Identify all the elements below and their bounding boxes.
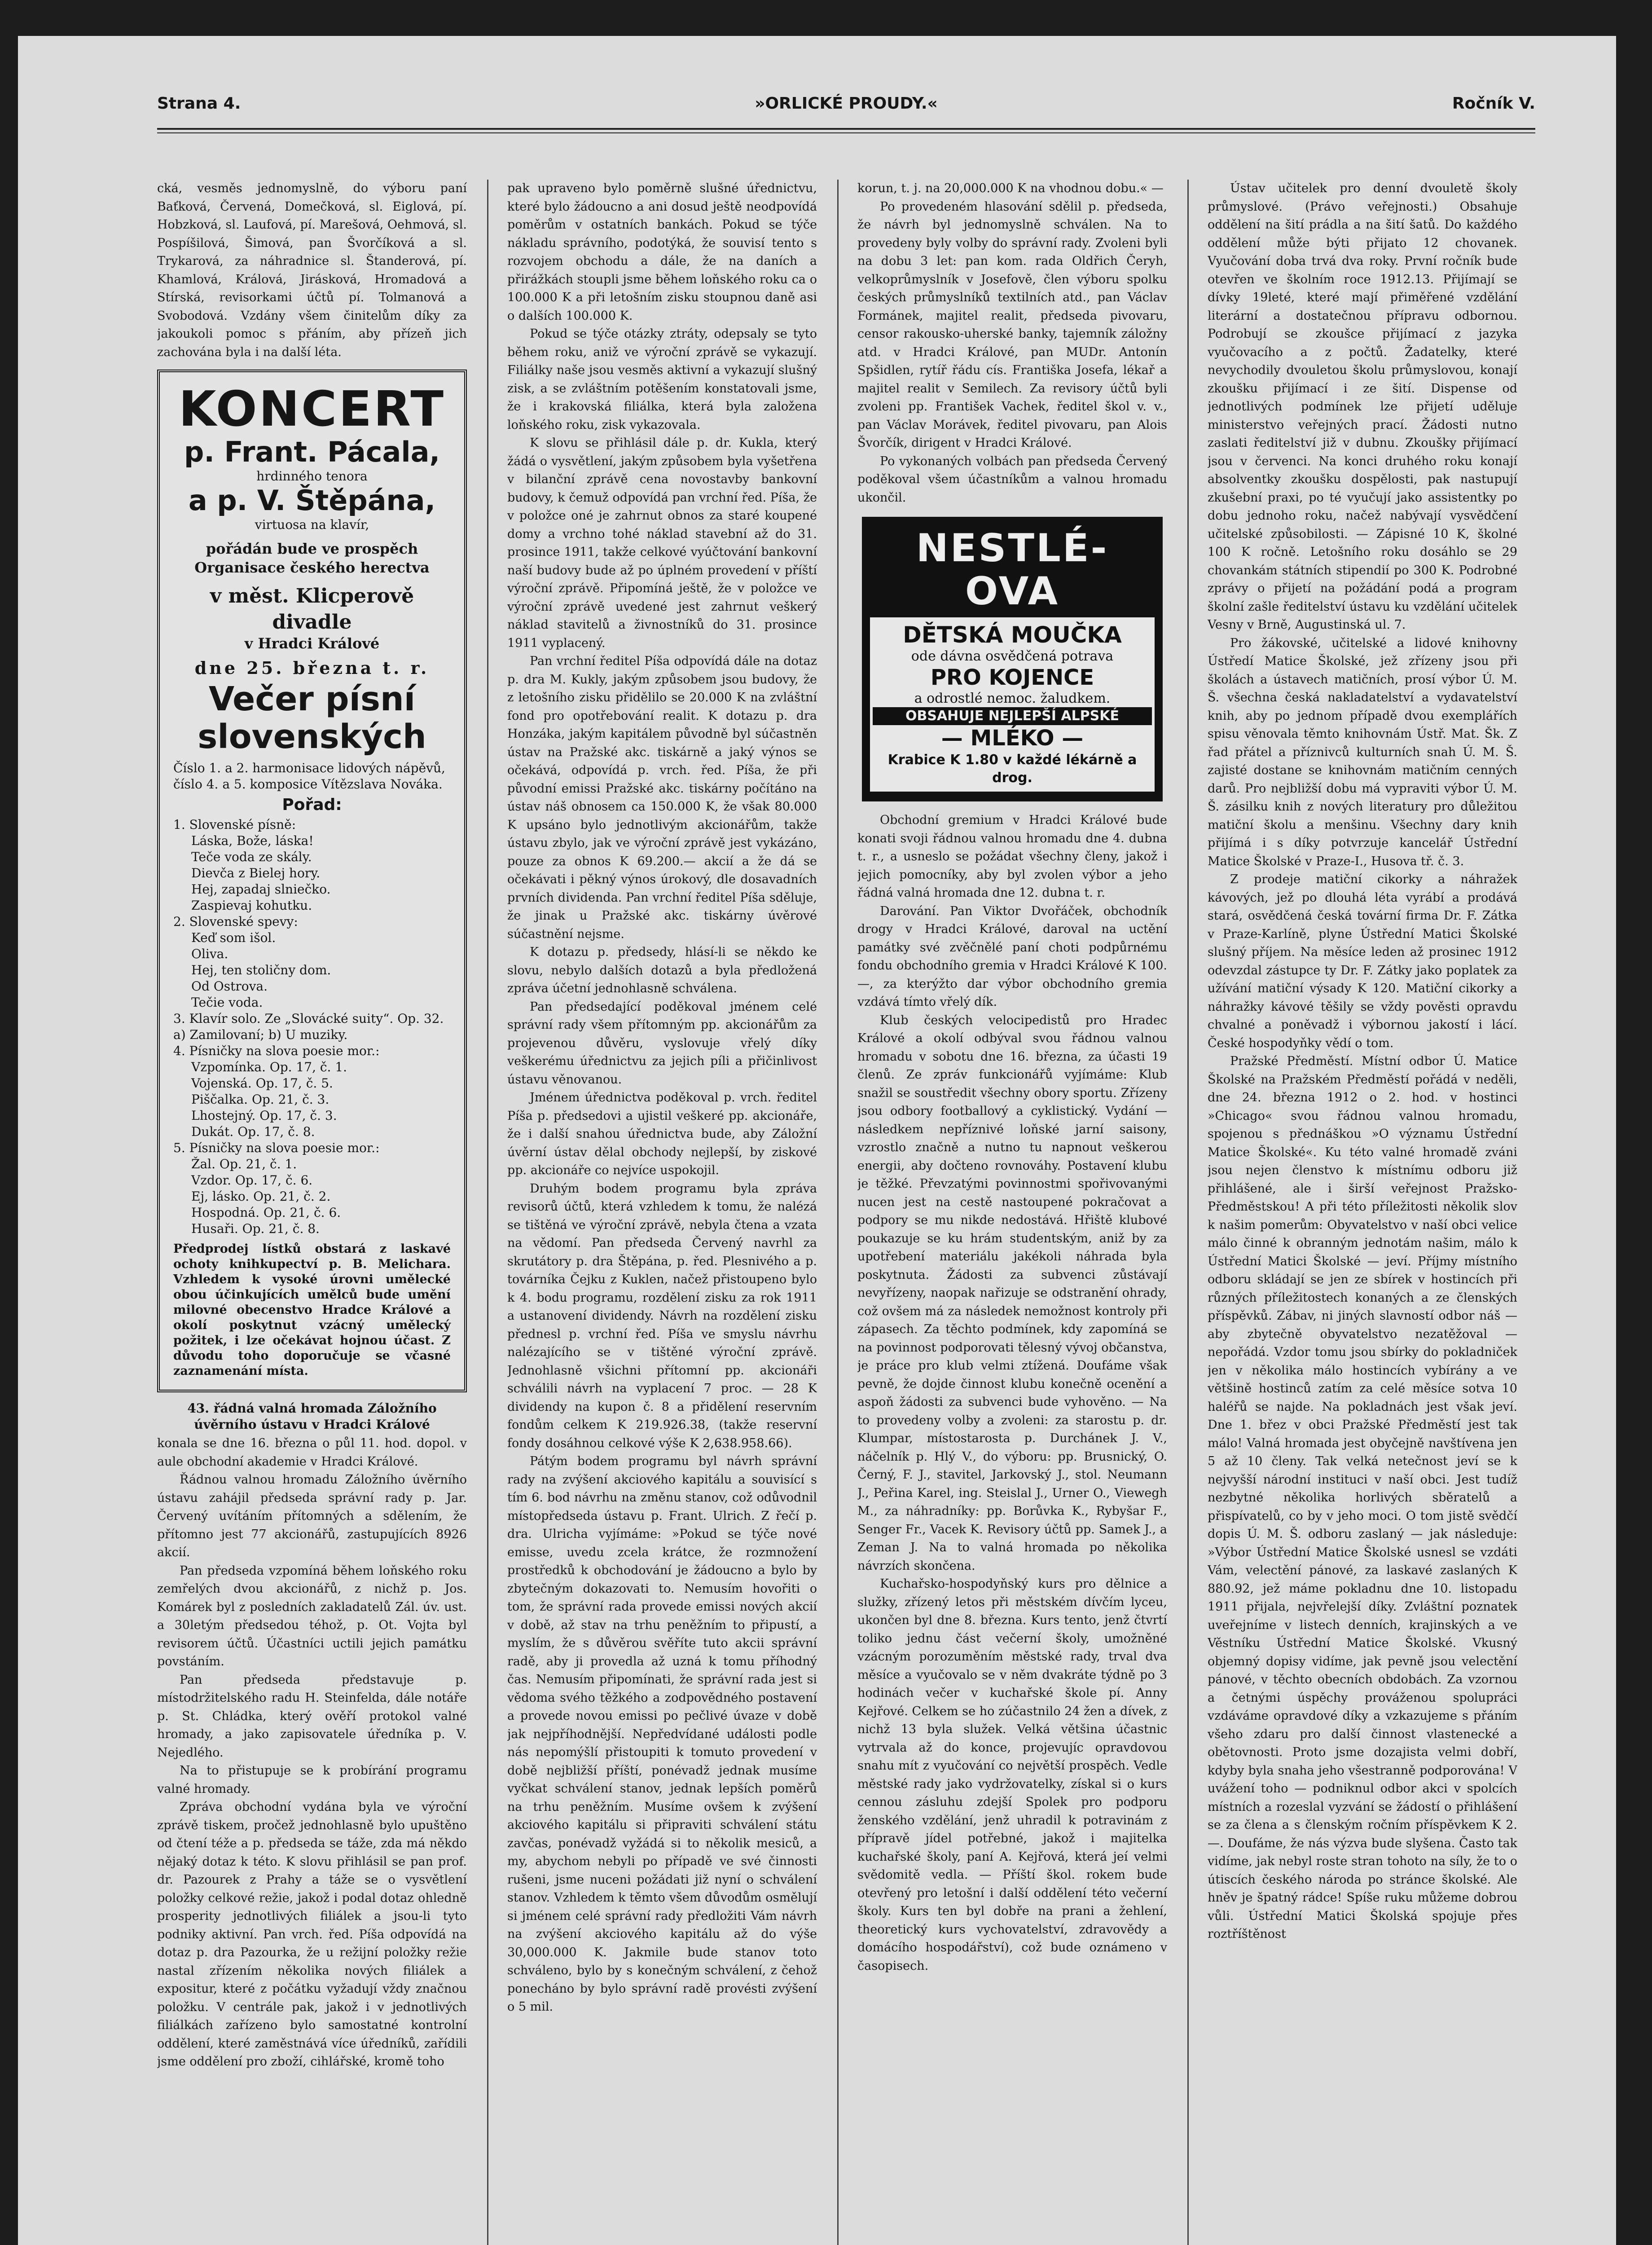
nestle-ad-body (870, 617, 1155, 792)
article-paragraph: Obchodní gremium v Hradci Králové bude konati svoji řádnou valnou hromadu dne 4. dubna t. r., a usneslo se požádat všechny členy, jakož i jejich pomocníky, aby byl zvolen výbor a jeho řádná valná hromada dne 12. dubna t. r. (857, 813, 1167, 900)
concert-organizer: pořádán bude ve prospěch Organisace českého herectva (194, 540, 430, 576)
page-number: Strana 4. (157, 94, 241, 113)
newspaper-page (18, 36, 1616, 2245)
article-paragraph: Pan předsedající poděkoval jménem celé správní rady všem přítomným pp. akcionářům za projevenou důvěru, vyslovuje vřelý díky veškerému úřednictvu za jejich píli a přičinlivost ústavu věnovanou. (507, 999, 817, 1087)
page-header (157, 94, 1535, 126)
program-item: Žal. Op. 21, č. 1. (191, 1157, 297, 1171)
concert-title: KONCERT (178, 381, 446, 437)
program-item: Ej, lásko. Op. 21, č. 2. (191, 1189, 331, 1204)
program-item: Dievča z Bielej hory. (191, 866, 321, 880)
concert-date: dne 25. března t. r. (194, 658, 430, 678)
program-item: Zaspievaj kohutku. (191, 898, 312, 913)
program-item: Husaři. Op. 21, č. 8. (191, 1221, 320, 1236)
concert-ticket-note: Předprodej lístků obstará z laskavé ochoty knihkupectví p. B. Melichara. Vzhledem k vysoké úrovni umělecké obou účinkujících umělců bude umění milovné obecenstvo Hradce Králové a okolí poskytnut vzácný umělecký požitek, i lze očekávat hojnou účast. Z důvodu toho doporučuje se včasné zaznamenání místa. (173, 1242, 451, 1378)
nestle-price: Krabice K 1.80 v každé lékárně a drog. (888, 752, 1137, 786)
nestle-product: DĚTSKÁ MOUČKA (903, 622, 1122, 648)
concert-artist-2: a p. V. Štěpána, (188, 484, 436, 517)
program-item: Hej, ten stoličny dom. (191, 963, 331, 977)
program-item: Keď som išol. (191, 930, 276, 945)
program-item: Teče voda ze skály. (191, 850, 312, 864)
program-item: Hej, zapadaj slniečko. (191, 882, 331, 897)
column-1 (157, 180, 467, 2245)
program-item: 2. Slovenské spevy: (173, 914, 298, 929)
article-paragraph: Z prodeje matiční cikorky a náhražek kávových, jež po dlouhá léta vyrábí a prodává stará, osvědčená česká tovární firma Dr. F. Zátka v Praze-Karlíně, plyne Ústřední Matici Školské slušný příjem. Na měsíce leden až prosinec 1912 odevzdal zástupce ty Dr. F. Zátky jako poplatek za užívání matiční výsady K 120. Matiční cikorky a náhražky kávové těšily se vždy pověsti opravdu chvalné a poněvadž i výbornou jakostí i lácí. České hospodyňky vědí o tom. (1208, 872, 1517, 1050)
article-paragraph: Klub českých velocipedistů pro Hradec Králové a okolí odbýval svou řádnou valnou hromadu v sobotu dne 16. března, za účasti 19 členů. Ze zpráv funkcionářů vyjímáme: Klub snažil se soustředit všechny obory sportu. Zřízeny jsou odbory footballový a cyklistický. Vydání — následkem nepříznivé loňské jarní saisony, vzrostlo značně a nutno tu napnout veškerou energii, aby dočteno rovnováhy. Postavení klubu je těžké. Převzatými povinnostmi spořivovanými nucen jest na cestě nastoupené pokračovat a podpory se mu nikde nedostává. Hřiště klubové poukazuje se ku hrám studentským, aniž by za upotřebení materiálu jakékoli náhrada byla poskytnuta. Žádosti za subvenci zůstávají nevyřízeny, naopak nařizuje se odstranění ohrady, což ovšem má za následek nemožnost kontroly při zápasech. Za těchto podmínek, kdy zapomíná se na povinnost podporovati tělesný vývoj občanstva, je práce pro klub velmi ztížená. Doufáme však pevně, že dojde činnost klubu konečně ocenění a aspoň žádosti za subvenci bude vyhověno. — Na to provedeny volby a zvoleni: za starostu p. dr. Klumpar, místostarosta p. Durchánek J. V., náčelník p. Hlý V., do výboru: pp. Brusnický, O. Černý, F. J., stavitel, Jarkovský J., stol. Neumann J., Peřina Karel, ing. Steislal J., Urner O., Viewegh M., za náhradníky: pp. Borůvka K., Rybyšar F., Senger Fr., Vacek K. Revisory účtů pp. Samek J., a Zeman J. Na to valná hromada po několika návrzích skončena. (857, 1013, 1167, 1573)
program-item: 1. Slovenské písně: (173, 817, 296, 832)
concert-event-line-2: slovenských (198, 718, 426, 756)
article-paragraph: Pokud se týče otázky ztráty, odepsaly se tyto během roku, aniž ve výroční zprávě se vykazují. Filiálky naše jsou vesměs aktivní a vykazují slušný zisk, a se zvláštním potěšením konstatovali jsme, že i krakovská filiálka, která byla založena loňského roku, zisk vykazovala. (507, 327, 817, 432)
article-paragraph: K slovu se přihlásil dále p. dr. Kukla, který žádá o vysvětlení, jakým způsobem byla vyšetřena v bilanční zprávě cena novostavby bankovní budovy, k čemuž odpovídá pan vrchní řed. Píša, že v položce oné je zahrnut obnos za staré koupené domy a vrchno tohé náklad stavební až do 31. prosince 1911, takže celkové vyúčtování bankovní naší budovy bude až po úplném provedení v příští výroční zprávě. Připomíná ještě, že v položce ve výroční zprávě uvedené jest zahrnut veškerý náklad stavitelů a živnostníků do 31. prosince 1911 vyplacený. (507, 436, 817, 650)
article-paragraph: Pátým bodem programu byl návrh správní rady na zvýšení akciového kapitálu a souvisící s tím 6. bod návrhu na změnu stanov, což odůvodnil místopředseda ústavu p. Frant. Ulrich. Z řečí p. dra. Ulricha vyjímáme: »Pokud se týče nové emisse, uvedu zcela krátce, že rozmnožení prostředků k obchodování je žádoucno a bylo by zbytečným dokazovati to. Nemusím hovořiti o tom, že správní rada provede emissi nových akcií v době, až stav na trhu peněžním to připustí, a myslím, že s důvěrou svěříte tuto akcii správní radě, aby ji provedla až uzná k tomu příhodný čas. Nemusím připomínati, že správní rada jest si vědoma svého těžkého a zodpovědného postavení a provede novou emissi po pečlivé úvaze v době jak nejpříhodnější. Nepředvídané události podle nás nepomýšlí přistoupiti k tomuto provedení v době nejbližší příští, ponévadž jednak musíme vyčkat schválení stanov, jednak lepších poměrů na trhu peněžním. Musíme ovšem k zvýšení akciového kapitálu si připraviti schválení státu zavčas, ponévadž vyžádá si to několik mesiců, a my, abychom nebyli po případě ve své činnosti rušeni, jsme nuceni požádati již nyní o schválení stanov. Vzhledem k těmto všem důvodům osmělují si jménem celé správní rady předložiti Vám návrh na zvýšení akciového kapitálu až do výše 30,000.000 K. Jakmile bude stanov toto schváleno, bylo by s konečným schválení, z čehož ponecháno by bylo správní radě provésti zvýšení o 5 mil. (507, 1454, 817, 2014)
concert-artist-2-role: virtuosa na klavír, (255, 517, 369, 532)
article-heading: 43. řádná valná hromada Záložního úvěrního ústavu v Hradci Králové (187, 1401, 437, 1432)
program-item: 4. Písničky na slova poesie mor.: (173, 1043, 380, 1058)
column-3 (857, 180, 1167, 2245)
concert-event-line-1: Večer písní (208, 680, 416, 718)
concert-advertisement (157, 370, 467, 1392)
program-item: Dukát. Op. 17, č. 8. (191, 1124, 315, 1139)
program-item: 3. Klavír solo. Ze „Slovácké suity“. Op. 32. a) Zamilovaní; b) U muziky. (173, 1011, 444, 1042)
program-item: Piščalka. Op. 21, č. 3. (191, 1092, 330, 1107)
women-association-report: cká, vesměs jednomyslně, do výboru paní Baťková, Červená, Domečková, sl. Eiglová, pí. Hobzková, sl. Laufová, pí. Marešová, Oehmová, sl. Pospíšilová, Šimová, pan Švorčíková a sl. Trykarová, za náhradnice sl. Štanderová, pí. Khamlová, Králová, Jirásková, Hromadová a Stírská, revisorkami účtů pí. Tolmanová a Svobodová. Vzdány všem činitelům díky za jakoukoli pomoc s přáním, aby přízeň jich zachována byla i na další léta. (157, 181, 467, 359)
concert-artist-1-role: hrdinného tenora (256, 469, 368, 484)
article-paragraph: Jménem úřednictva poděkoval p. vrch. ředitel Píša p. předsedovi a ujistil veškeré pp. akcionáře, že i další snahou úřednictva bude, aby Záložní úvěrní ústav dělal obchody nejlepší, by ziskové pp. akcionáře co nejvíce uspokojil. (507, 1091, 817, 1177)
program-item: Láska, Bože, láska! (191, 833, 314, 848)
article-paragraph: Ústav učitelek pro denní dvouletě školy průmyslové. (Právo veřejnosti.) Obsahuje oddělení na šití prádla a na šití šatů. Do každého oddělení může býti přijato 12 chovanek. Vyučování doba trvá dva roky. První ročník bude otevřen ve školním roce 1912.13. Přijímají se dívky 19leté, které mají přiměřené vzdělání literární a dostatečnou přípravu odbornou. Podrobují se zkoušce přijímací z jazyka vyučovacího a z počtů. Žadatelky, které nevychodily dvouletou školu průmyslovou, konají zkoušku přijímací i ze šití. Dispense od jednotlivých podmínek lze přijetí uděluje ministerstvo veřejných prací. Žádosti nutno zaslati ředitelství již v dubnu. Zkoušky přijímací jsou v červenci. Na konci druhého roku konají absolventky zkoušku dospělosti, pak nastupují zkušební praxi, po té vyučují jako assistentky po dobu jednoho roku, načež nabývají vysvědčení učitelské způsobilosti. — Zápisné 10 K, školné 100 K ročně. Letošního roku dosáhlo se 29 chovankám státních stipendií po 300 K. Podrobné zprávy o přijetí na požádání podá a program školní zašle ředitelství ústavu ku vzdělání učitelek Vesny v Brně, Augustinská ul. 7. (1208, 181, 1517, 632)
program-item: Vzpomínka. Op. 17, č. 1. (191, 1060, 347, 1074)
newspaper-title: »ORLICKÉ PROUDY.« (755, 94, 938, 113)
concert-program-title: Pořad: (282, 796, 342, 814)
article-paragraph: K dotazu p. předsedy, hlásí-li se někdo ke slovu, nebylo dalších dotazů a byla předložená zpráva účetní jednohlasně schválena. (507, 945, 817, 995)
volume-number: Ročník V. (1452, 94, 1535, 113)
nestle-advertisement (862, 517, 1163, 801)
article-paragraph: Po provedeném hlasování sdělil p. předseda, že návrh byl jednomyslně schválen. Na to provedeny byly volby do správní rady. Zvoleni byli na dobu 3 let: pan kom. rada Oldřich Čeryh, velkoprůmyslník v Josefově, člen výboru spolku českých průmyslníků textilních atd., pan Václav Formánek, majitel realit, předseda pivovaru, censor rakousko-uherské banky, tajemník záložny atd. v Hradci Králové, pan MUDr. Antonín Spšidlen, rytíř řádu cís. Františka Josefa, lékař a majitel realit v Semilech. Za revisory účtů byli zvoleni pp. František Vachek, ředitel škol v. v., pan Václav Morávek, ředitel pivovaru, pan Alois Švorčík, dirigent v Hradci Králové. (857, 199, 1167, 450)
article-paragraph: Zpráva obchodní vydána byla ve výroční zprávě tiskem, pročež jednohlasně bylo upuštěno od čtení téže a p. předseda se táže, zda má někdo nějaký dotaz k této. K slovu přihlásil se pan prof. dr. Pazourek z Prahy a táže se o vysvětlení položky celkové režie, jakož i podal dotaz ohledně prosperity jednotlivých filiálek a jsou-li tyto podniky aktivní. Pan vrch. řed. Píša odpovídá na dotaz p. dra Pazourka, že u režijní položky režie nastal zřízením několika nových filiálek a expositur, které z počátku vyžadují vždy značnou položku. V centrále pak, jakož i v jednotlivých filiálkách zařízeno bylo samostatné kontrolní oddělení, které zaměstnává více úředníků, zařídili jsme oddělení pro zboží, cihlářské, kromě toho (157, 1800, 467, 2069)
article-paragraph: Po vykonaných volbách pan předseda Červený poděkoval všem účastníkům a valnou hromadu ukončil. (857, 454, 1167, 505)
column-separator (487, 180, 488, 2245)
concert-city: v Hradci Králové (244, 635, 380, 652)
column-4 (1208, 180, 1517, 2245)
program-item: Hospodná. Op. 21, č. 6. (191, 1205, 341, 1220)
article-paragraph: Pro žákovské, učitelské a lidové knihovny Ústředí Matice Školské, jež zřízeny jsou při školách a ústavech matičních, prosí výbor Ú. M. Š. všechna česká nakladatelství a vydavatelství knih, aby po jednom případě dvou exemplářích spisu věnovala těmto knihovnám Ústř. Mat. Šk. Z řad přátel a příznivců kulturních snah Ú. M. Š. zajisté dostane se knihovnám matičním cenných darů. Pro nejbližší dobu má vypraviti výbor Ú. M. Š. zásilku knih z nových literatury pro důležitou matiční školu a menšinu. Všechny dary knih přijímá i s díky potvrzuje kancelář Ústřední Matice Školské v Praze-I., Husova tř. č. 3. (1208, 636, 1517, 868)
header-rule-thin (157, 132, 1535, 133)
nestle-brand: NESTLÉ-OVA (916, 526, 1109, 614)
article-paragraph: Pražské Předměstí. Místní odbor Ú. Matice Školské na Pražském Předměstí pořádá v neděli, dne 24. března 1912 o 2. hod. v hostinci »Chicago« svou řádnou valnou hromadu, spojenou s přednáškou »O významu Ústřední Matice Školské«. Ku této valné hromadě zváni jsou nejen členstvo k místnímu odboru již přihlášené, ale i širší veřejnost Pražsko-Předměstskou! A při této příležitosti několik slov k našim pomerům: Obyvatelstvo v naší obci velice málo činné k obranným jednotám našim, málo k Ústřední Matici Školské — jeví. Příjmy místního odboru skládají se jen ze sbírek v hostincích při různých příležitostech konaných a ze členských příspěvků. Zábav, ni jiných slavností odbor náš — aby zbytečně obyvatelstvo nezatěžoval — nepořádá. Vzdor tomu jsou sbírky do pokladniček jen v několika málo hostincích vybírány a ve většině hostinců zatím za celé měsíce sotva 10 haléřů se najde. Na pokladnách jest však jeví. Dne 1. břez v obci Pražské Předměstí jest tak málo! Valná hromada jest obyčejně navštívena jen 5 až 10 členy. Tak velká netečnost jeví se k nejvyšší národní instituci v naší obci. Jest tudíž nezbytné několika horlivých sběratelů a přispívatelů, co by v jeho moci. O tom jistě svědčí dopis Ú. M. Š. odboru zaslaný — jak následuje: »Výbor Ústřední Matice Školské usnesl se vzdáti Vám, velectění pánové, za laskavé zaslaných K 880.92, jež máme pokladnu dne 10. listopadu 1911 přijala, nejvřelejší díky. Zvláštní poznatek uveřejníme v listech denních, krajinských a ve Věstníku Ústřední Matice Školské. Vkusný objemný dopisy vidíme, jak pevně jsou velectění pánové, v těchto obecních obdobách. Za vzornou a četnými úspěchy prováženou spolupráci vzdáváme opravdové díky a vzkazujeme s přáním všeho zdaru pro další činnost vlastenecké a obětovnosti. Proto jsme dozajista velmi dobří, kdyby byla snaha jeho všestranně podporována! V uvážení toho — podniknul odbor akci v spolcích místních a rozeslal vyzvání se žádostí o přihlášení se za člena a s členským ročním příspěvkem K 2.—. Doufáme, že nás výzva bude slyšena. Často tak vidíme, jak nebyl roste stran tohoto na síly, že to o útiscích českého národa po stránce školské. Ale hněv je špatný rádce! Spíše ruku můžeme dobrou vůli. Ústřední Matici Školská spojuje přes roztříštěnost (1208, 1054, 1517, 1941)
article-paragraph: Pan předseda vzpomíná během loňského roku zemřelých dvou akcionářů, z nichž p. Jos. Komárek byl z posledních zakladatelů Zál. úv. ust. a 30letým předsedou téhož, p. Ot. Vojta byl revisorem účtů. Účastníci uctili jejich památku povstáním. (157, 1563, 467, 1668)
article-paragraph: Na to přistupuje se k probírání programu valné hromady. (157, 1764, 467, 1796)
nestle-tagline: ode dávna osvědčená potrava (911, 648, 1114, 664)
concert-venue: v měst. Klicperově divadle (210, 585, 414, 634)
column-separator (1187, 180, 1189, 2245)
program-item: 5. Písničky na slova poesie mor.: (173, 1140, 380, 1155)
program-item: Tečie voda. (191, 995, 263, 1010)
concert-program (173, 797, 451, 1237)
nestle-target: PRO KOJENCE (930, 665, 1094, 690)
nestle-milk: — MLÉKO — (941, 726, 1084, 751)
article-paragraph: Řádnou valnou hromadu Záložního úvěrního ústavu zahájil předseda správní rady p. Jar. Červený uvítáním přítomných a sdělením, že přítomno jest 77 akcionářů, zastupujících 8926 akcií. (157, 1473, 467, 1559)
article-paragraph: konala se dne 16. března o půl 11. hod. dopol. v aule obchodní akademie v Hradci Králové. (157, 1436, 467, 1469)
article-paragraph: Darování. Pan Viktor Dvořáček, obchodník drogy v Hradci Králové, daroval na uctění památky své zvěčnělé paní choti podpůrnému fondu obchodního gremia v Hradci Králové K 100.—, za kterýžto dar výbor obchodního gremia vzdává tímto vřelý dík. (857, 904, 1167, 1009)
article-paragraph: korun, t. j. na 20,000.000 K na vhodnou dobu.« — (857, 181, 1164, 195)
header-rule (157, 128, 1535, 130)
article-paragraph: Pan předseda představuje p. místodržitelského radu H. Steinfelda, dále notáře p. St. Chládka, který ověří protokol valné hromady, a jako zapisovatele úředníka p. V. Nejedlého. (157, 1673, 467, 1760)
concert-numbers-note: Číslo 1. a 2. harmonisace lidových nápěvů, číslo 4. a 5. komposice Vítězslava Nováka. (173, 761, 445, 792)
program-item: Vojenská. Op. 17, č. 5. (191, 1076, 333, 1091)
nestle-contains: OBSAHUJE NEJLEPŠÍ ALPSKÉ (873, 707, 1152, 725)
article-paragraph: Druhým bodem programu byla zpráva revisorů účtů, která vzhledem k tomu, že nalézá se tištěná ve výroční zprávě, nebyla čtena a vzata na vědomí. Pan předseda Červený navrhl za skrutátory p. dra Štěpána, p. řed. Plesnivého a p. továrníka Čejku z Kuklen, načež přistoupeno bylo k 4. bodu programu, rozdělení zisku za rok 1911 a ustanovení dividendy. Návrh na rozdělení zisku přednesl p. vrchní řed. Píša ve smyslu návrhu nalézajícího se v tištěné výroční zprávě. Jednohlasně všichni přítomní pp. akcionáři schválili návrh na vyplacení 7 proc. — 28 K dividendy na kupon č. 8 a přidělení reservním fondům celkem K 219.926.38, (takže reservní fondy dosáhnou celkové výše K 2,638.958.66). (507, 1181, 817, 1450)
program-item: Vzdor. Op. 17, č. 6. (191, 1173, 313, 1188)
article-paragraph: Pan vrchní ředitel Píša odpovídá dále na dotaz p. dra M. Kukly, jakým způsobem jsou budovy, že z letošního zisku přidělilo se 20.000 K na zvláštní fond pro opotřebování realit. K dotazu p. dra Honzáka, jakým kapitálem původně byl súčastněn ústav na Pražské akc. tiskárně a jaký výnos se očekává, odpovídá p. vrch. řed. Píša, že při původní emissi Pražské akc. tiskárny počítáno na ústav náš obnosem ca 150.000 K, že však 80.000 K upsáno bylo jednotlivým akcionářům, takže ústavu zbylo, jak ve výroční zprávě jest vykázáno, pouze za obnos K 69.200.— akcií a že dá se očekávati i pěkný výnos úrokový, dle dosavadních prvních dividenda. Pan vrchní ředitel Píša sděluje, že jinak u Pražské akc. tiskárny úvěrové súčastnění nejsme. (507, 654, 817, 941)
program-item: Lhostejný. Op. 17, č. 3. (191, 1108, 337, 1123)
column-2 (507, 180, 817, 2245)
program-item: Od Ostrova. (191, 979, 268, 994)
concert-artist-1: p. Frant. Pácala, (184, 436, 440, 468)
nestle-target-2: a odrostlé nemoc. žaludkem. (914, 691, 1111, 706)
program-item: Oliva. (191, 946, 228, 961)
column-separator (837, 180, 839, 2245)
article-paragraph: Kuchařsko-hospodyňský kurs pro dělnice a služky, zřízený letos při městském dívčím lyceu, ukončen byl dne 8. března. Kurs tento, jenž čtvrtí toliko jednu část večerní školy, umožněné vzácným porozuměním městské rady, trval dva měsíce a vyučovalo se v něm dvakráte týdně po 3 hodinách večer v kuchařské škole pí. Anny Kejřové. Celkem se ho zúčastnilo 24 žen a dívek, z nichž 13 byla služek. Velká většina účastnic vytrvala až do konce, projevujíc opravdovou snahu mít z vyučování co největší prospěch. Vedle městské rady jako vydržovatelky, získal si o kurs cennou zásluhu zdejší Spolek pro podporu ženského vzdělání, jenž uhradil k potravinám z přípravě jídel potřebné, jakož i majitelka kuchařské školy, paní A. Kejřová, která jeí velmi svědomitě vedla. — Příští škol. rokem bude otevřený pro letošní i další oddělení této večerní školy. Kurs ten byl dobře na prani a žehlení, theoretický kurs vychovatelství, zdravovědy a domácího hospodářství), což bude oznámeno v časopisech. (857, 1577, 1167, 1973)
article-paragraph: pak upraveno bylo poměrně slušné úřednictvu, které bylo žádoucno a ani dosud ještě neodpovídá poměrům v ostatních bankách. Pokud se týče nákladu správního, podotýká, že souvisí tento s rozvojem obchodu a dále, že na daních a přirážkách stoupli jsme během loňského roku ca o 100.000 K a při letošním zisku stoupnou daně asi o dalších 100.000 K. (507, 181, 817, 323)
